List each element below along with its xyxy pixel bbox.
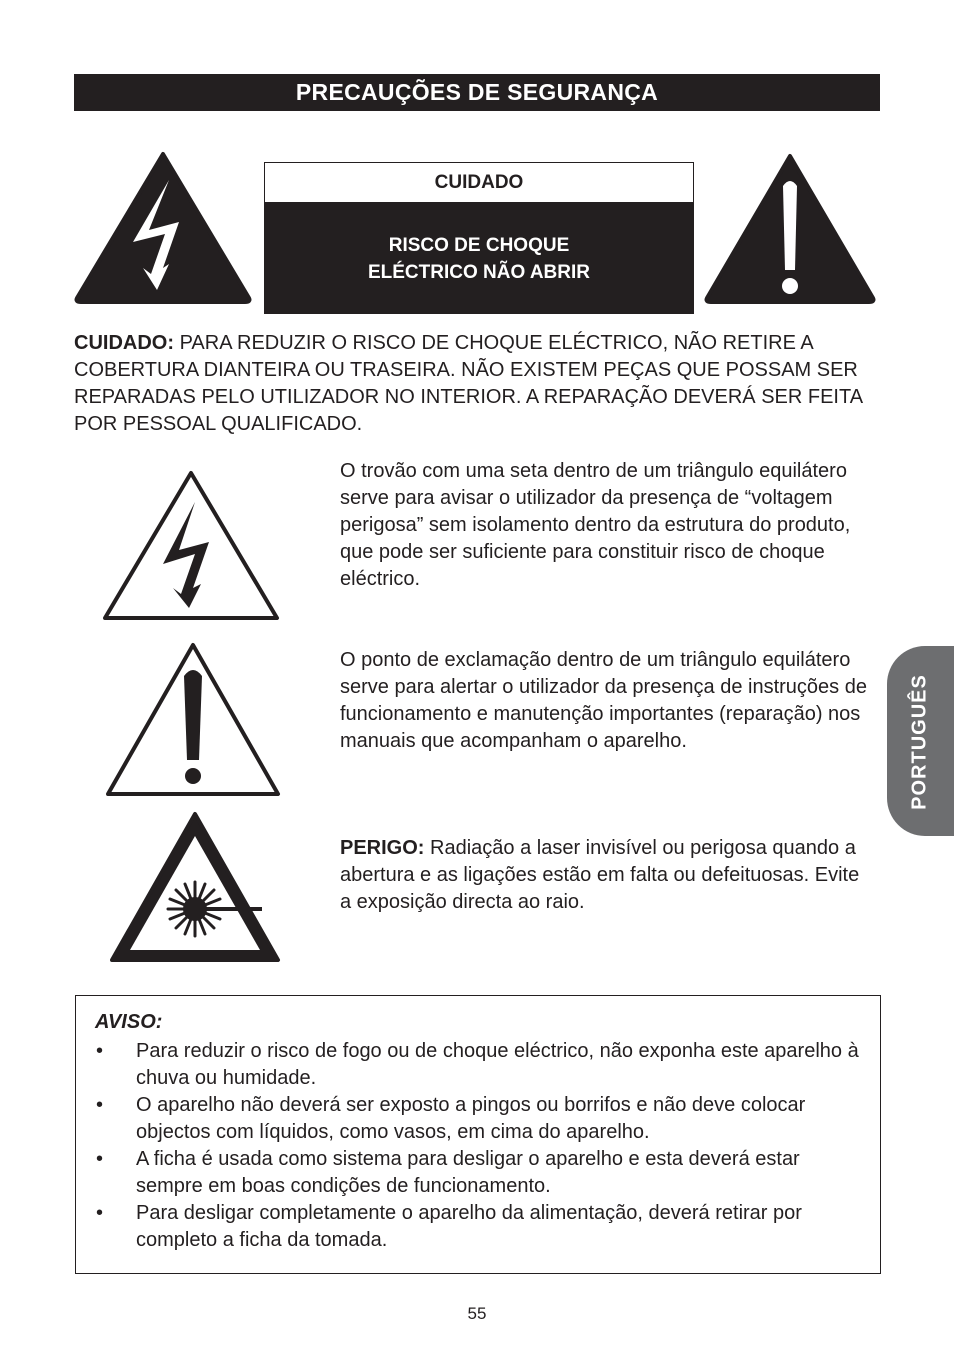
caution-label-line1: RISCO DE CHOQUE — [388, 234, 570, 256]
bullet-icon: • — [96, 1040, 104, 1062]
caution-label-line2: ELÉCTRICO NÃO ABRIR — [367, 261, 591, 283]
page-title: PRECAUÇÕES DE SEGURANÇA — [74, 74, 880, 111]
warning-box — [75, 995, 881, 1274]
laser-radiation-icon — [108, 810, 282, 964]
caution-label-body — [264, 203, 694, 314]
warning-item — [76, 1038, 866, 1092]
warning-item-text: Para desligar completamente o aparelho da alimentação, deverá retirar por completo a ficha da tomada. — [136, 1202, 802, 1251]
warning-title: AVISO: — [95, 1011, 163, 1033]
caution-paragraph-label: CUIDADO: — [74, 332, 174, 354]
warning-item-text: O aparelho não deverá ser exposto a pingos ou borrifos e não deve colocar objectos com líquidos, como vasos, em cima do aparelho. — [136, 1094, 806, 1143]
lightning-symbol-description: O trovão com uma seta dentro de um triângulo equilátero serve para avisar o utilizador da presença de “voltagem perigosa” sem isolamento dentro da estrutura do produto, que pode ser suficiente para constituir risco de choque eléctrico. — [340, 460, 851, 590]
caution-paragraph-body: PARA REDUZIR O RISCO DE CHOQUE ELÉCTRICO, NÃO RETIRE A COBERTURA DIANTEIRA OU TRASEIRA. NÃO EXISTEM PEÇAS QUE POSSAM SER REPARADAS PELO UTILIZADOR NO INTERIOR. A REPARAÇÃO DEVERÁ SER FEITA POR PESSOAL QUALIFICADO. — [74, 332, 862, 435]
laser-symbol-text: Radiação a laser invisível ou perigosa quando a abertura e as ligações estão em falta ou defeituosas. Evite a exposição directa ao raio. — [340, 837, 860, 913]
caution-label-title: CUIDADO — [264, 162, 694, 203]
caution-label — [264, 162, 694, 314]
exclamation-triangle-icon — [703, 152, 877, 304]
language-tab-label: PORTUGUÊS — [908, 674, 931, 810]
exclamation-symbol-description: O ponto de exclamação dentro de um triângulo equilátero serve para alertar o utilizador da presença de instruções de funcionamento e manutenção importantes (reparação) nos manuais que acompanham o aparelho. — [340, 649, 867, 752]
laser-symbol-description — [340, 835, 875, 916]
page-number: 55 — [467, 1304, 487, 1323]
warning-item — [76, 1092, 866, 1146]
lightning-triangle-icon — [73, 150, 253, 304]
laser-symbol-label: PERIGO: — [340, 837, 425, 859]
warning-list — [76, 1038, 866, 1254]
bullet-icon: • — [96, 1094, 104, 1116]
bullet-icon: • — [96, 1148, 104, 1170]
bullet-icon: • — [96, 1202, 104, 1224]
exclamation-triangle-outline-icon — [104, 640, 282, 798]
warning-item-text: Para reduzir o risco de fogo ou de choque eléctrico, não exponha este aparelho à chuva ou humidade. — [136, 1040, 859, 1089]
warning-item-text: A ficha é usada como sistema para desligar o aparelho e esta deverá estar sempre em boas condições de funcionamento. — [136, 1148, 800, 1197]
warning-item — [76, 1200, 866, 1254]
lightning-triangle-outline-icon — [101, 468, 281, 623]
warning-item — [76, 1146, 866, 1200]
caution-paragraph — [74, 330, 880, 438]
